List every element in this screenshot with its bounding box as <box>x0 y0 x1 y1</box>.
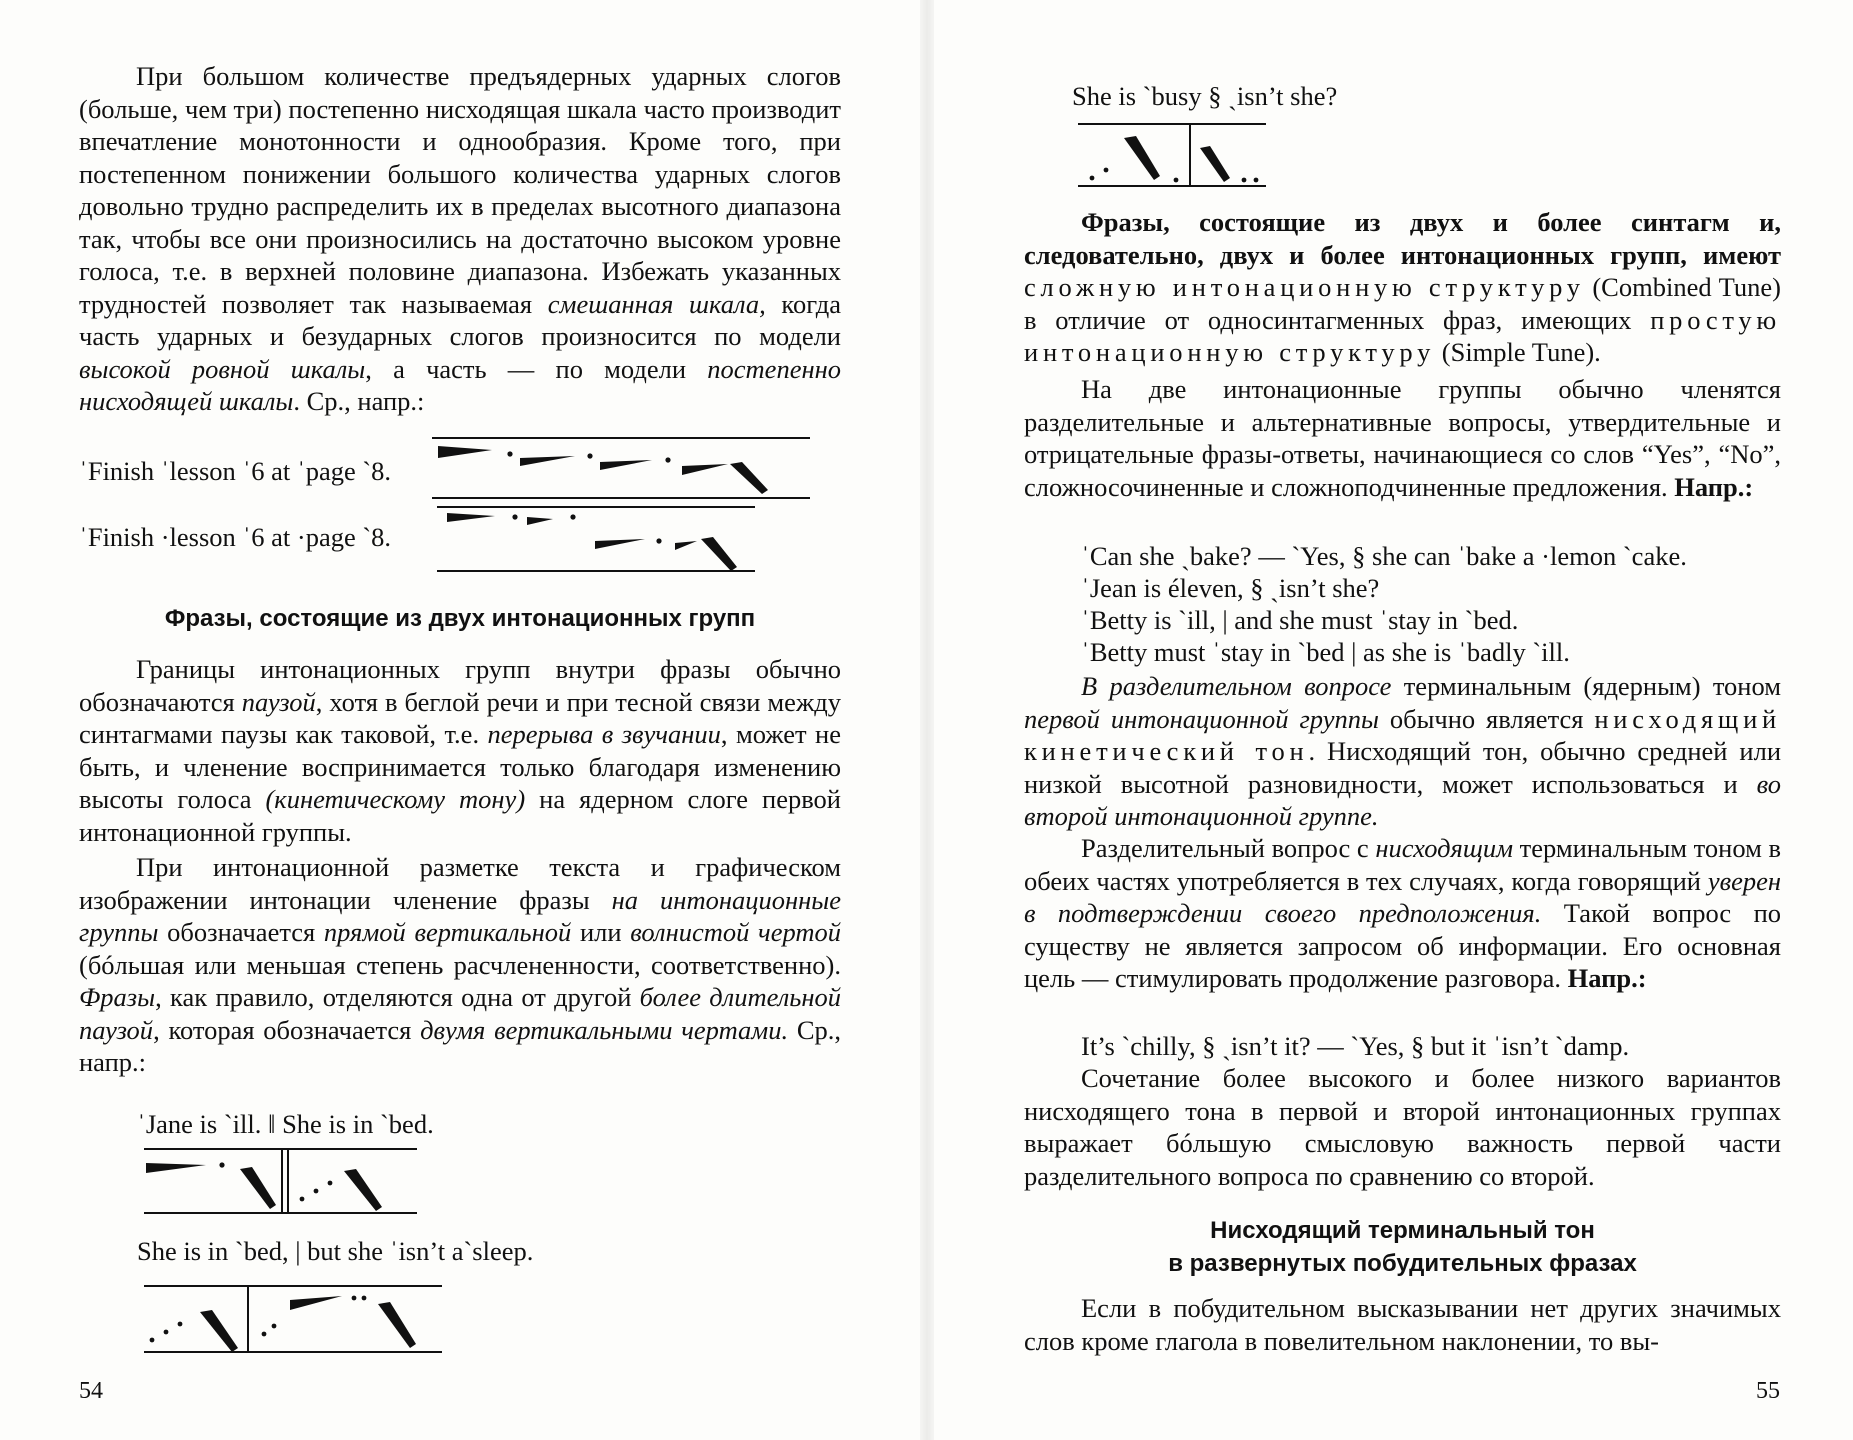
paragraph-combined-tune: Фразы, состоящие из двух и более синтагм и, следовательно, двух и более интонационных групп, имеют сложную интонационную структуру (Combined Tune) в отличие от односинтагменных фраз, имеющих простую интонационную структуру (Simple Tune). <box>1024 207 1781 367</box>
paragraph-combination: Сочетание более высокого и более низкого вариантов нисходящего тона в первой и второй интонационных группах выражает бóльшую смысловую важность первой части разделительного вопроса по сравнению со второй. <box>1024 1063 1781 1191</box>
paragraph-mixed-scale: При большом количестве предъядерных ударных слогов (больше, чем три) постепенно нисходящая шкала часто производит впечатление монотонности и однообразия. Кроме того, при постепенном понижении большого количества ударных слогов довольно трудно распределить их в пределах высотного диапазона так, чтобы все они произносились на достаточно высоком уровне голоса, т.е. в верхней половине диапазона. Избежать указанных трудностей позволяет так называемая смешанная шкала, когда часть ударных и безударных слогов произносится по модели высокой ровной шкалы, а часть — по модели постепенно нисходящей шкалы. Ср., напр.: <box>79 61 842 416</box>
example-jean-is-eleven: ˈJean is éleven, § ˏisn’t she? <box>1081 573 1380 603</box>
paragraph-two-groups: На две интонационные группы обычно членятся разделительные и альтернативные вопросы, утвердительные и отрицательные фразы-ответы, начинающиеся со слов “Yes”, “No”, сложносочиненные и сложноподчиненные предложения. Напр.: <box>1024 374 1781 502</box>
left-page <box>0 0 926 1440</box>
right-page <box>926 0 1853 1440</box>
page-number-right: 55 <box>1756 1378 1780 1404</box>
example-betty-is-ill: ˈBetty is ˋill, | and she must ˈstay in ˋbed. <box>1081 605 1519 635</box>
page-number-left: 54 <box>79 1378 103 1404</box>
paragraph-disjunctive-question: В разделительном вопросе терминальным (ядерным) тоном первой интонационной группы обычно является нисходящий кинетический тон. Нисходящий тон, обычно средней или низкой высотной разновидности, может использоваться и во второй интонационной группе. <box>1024 671 1782 831</box>
example-finish-lesson-2: ˈFinish ·lesson ˈ6 at ·page ˋ8. <box>79 522 392 552</box>
example-betty-must-stay: ˈBetty must ˈstay in ˋbed | as she is ˈbadly ˋill. <box>1081 637 1570 667</box>
example-she-is-busy: She is ˋbusy § ˏisn’t she? <box>1072 81 1338 111</box>
tonogram-example-4 <box>142 1282 452 1357</box>
paragraph-falling-tone: Разделительный вопрос с нисходящим терминальным тоном в обеих частях употребляется в тех случаях, когда говорящий уверен в подтверждении своего предположения. Такой вопрос по существу не является запросом об информации. Его основная цель — стимулировать продолжение разговора. Напр.: <box>1024 833 1781 993</box>
section-heading-right-1: Нисходящий терминальный тон <box>1210 1217 1595 1244</box>
example-its-chilly: It’s ˋchilly, § ˏisn’t it? — ˋYes, § but it ˈisn’t ˋdamp. <box>1081 1031 1630 1061</box>
section-heading: Фразы, состоящие из двух интонационных групп <box>164 605 756 632</box>
tonogram-example-1 <box>430 430 830 500</box>
example-can-she-bake: ˈCan she ˏbake? — ˋYes, § she can ˈbake a ·lemon ˋcake. <box>1081 541 1687 571</box>
tonogram-she-is-busy <box>1076 120 1276 190</box>
example-jane-is-ill: ˈJane is ˋill. ‖ She is in ˋbed. <box>137 1109 434 1139</box>
paragraph-group-boundaries: Границы интонационных групп внутри фразы обычно обозначаются паузой, хотя в беглой речи и при тесной связи между синтагмами паузы как таковой, т.е. перерыва в звучании, может не быть, и членение воспринимается только благодаря изменению высоты голоса (кинетическому тону) на ядерном слоге первой интонационной группы. <box>79 654 842 847</box>
section-heading-right-2: в развернутых побудительных фразах <box>1168 1250 1637 1277</box>
paragraph-intonation-marking: При интонационной разметке текста и графическом изображении интонации членение фразы на интонационные группы обозначается прямой вертикальной или волнистой чертой (бóльшая или меньшая степень расчлененности, соответственно). Фразы, как правило, отделяются одна от другой более длительной паузой, которая обозначается двумя вертикальными чертами. Ср., напр.: <box>79 852 842 1077</box>
tonogram-example-2 <box>435 505 775 575</box>
example-she-is-in-bed: She is in ˋbed, | but she ˈisn’t aˋsleep. <box>137 1236 534 1266</box>
example-finish-lesson-1: ˈFinish ˈlesson ˈ6 at ˈpage ˋ8. <box>79 456 392 486</box>
paragraph-imperative: Если в побудительном высказывании нет других значимых слов кроме глагола в повелительном наклонении, то вы- <box>1024 1293 1781 1356</box>
tonogram-example-3 <box>142 1145 422 1215</box>
